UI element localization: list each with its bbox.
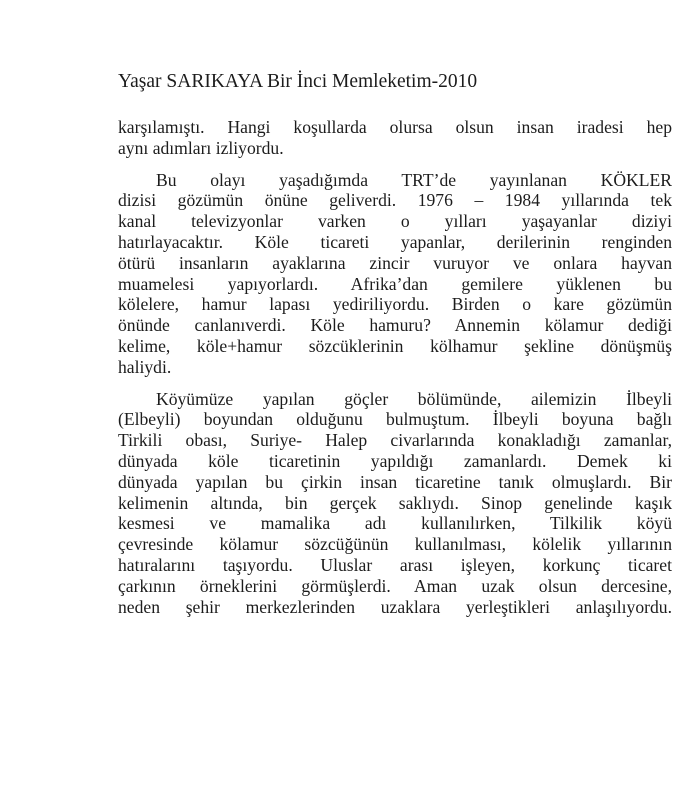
text-line: hatırlayacaktır. Köle ticareti yapanlar, derilerinin renginden [118, 231, 672, 252]
text-line: Bu olayı yaşadığımda TRT’de yayınlanan KÖKLER [156, 169, 672, 190]
text-line: hatıralarını taşıyordu. Uluslar arası işleyen, korkunç ticaret [118, 554, 672, 575]
text-line: Köyümüze yapılan göçler bölümünde, ailemizin İlbeyli [156, 388, 672, 409]
paragraph-2 [118, 170, 672, 378]
text-line: Tirkili obası, Suriye- Halep civarlarında konakladığı zamanlar, [118, 430, 672, 451]
text-line: karşılamıştı. Hangi koşullarda olursa olsun insan iradesi hep [118, 117, 672, 137]
paragraph-1 [118, 117, 672, 159]
text-line: dünyada köle ticaretinin yapıldığı zamanlardı. Demek ki [118, 450, 672, 471]
text-line: çarkının örneklerini görmüşlerdi. Aman uzak olsun dercesine, [118, 575, 672, 596]
text-line: dünyada yapılan bu çirkin insan ticaretine tanık olmuşlardı. Bir [118, 471, 672, 492]
text-line: kelime, köle+hamur sözcüklerinin kölhamur şekline dönüşmüş [118, 335, 672, 356]
text-line: haliydi. [118, 356, 172, 377]
text-line: muamelesi yapıyorlardı. Afrika’dan gemilere yüklenen bu [118, 273, 672, 294]
text-line: ötürü insanların ayaklarına zincir vuruyor ve onlara hayvan [118, 252, 672, 273]
body-text [118, 117, 672, 628]
text-line: kesmesi ve mamalika adı kullanılırken, Tilkilik köyü [118, 513, 672, 534]
text-line: aynı adımları izliyordu. [118, 137, 284, 158]
text-line: çevresinde kölamur sözcüğünün kullanılması, kölelik yıllarının [118, 534, 672, 555]
text-line: kölelere, hamur lapası yediriliyordu. Birden o kare gözümün [118, 294, 672, 315]
text-line: kelimenin altında, bin gerçek saklıydı. Sinop genelinde kaşık [118, 492, 672, 513]
running-header: Yaşar SARIKAYA Bir İnci Memleketim-2010 [118, 71, 478, 92]
text-line: kanal televizyonlar varken o yılları yaşayanlar diziyi [118, 211, 672, 232]
text-line: neden şehir merkezlerinden uzaklara yerleştikleri anlaşılıyordu. [118, 596, 672, 617]
text-line: (Elbeyli) boyundan olduğunu bulmuştum. İlbeyli boyuna bağlı [118, 409, 672, 430]
paragraph-3 [118, 389, 672, 618]
text-line: dizisi gözümün önüne geliverdi. 1976 – 1984 yıllarında tek [118, 190, 672, 211]
text-line: önünde canlanıverdi. Köle hamuru? Annemin kölamur dediği [118, 315, 672, 336]
